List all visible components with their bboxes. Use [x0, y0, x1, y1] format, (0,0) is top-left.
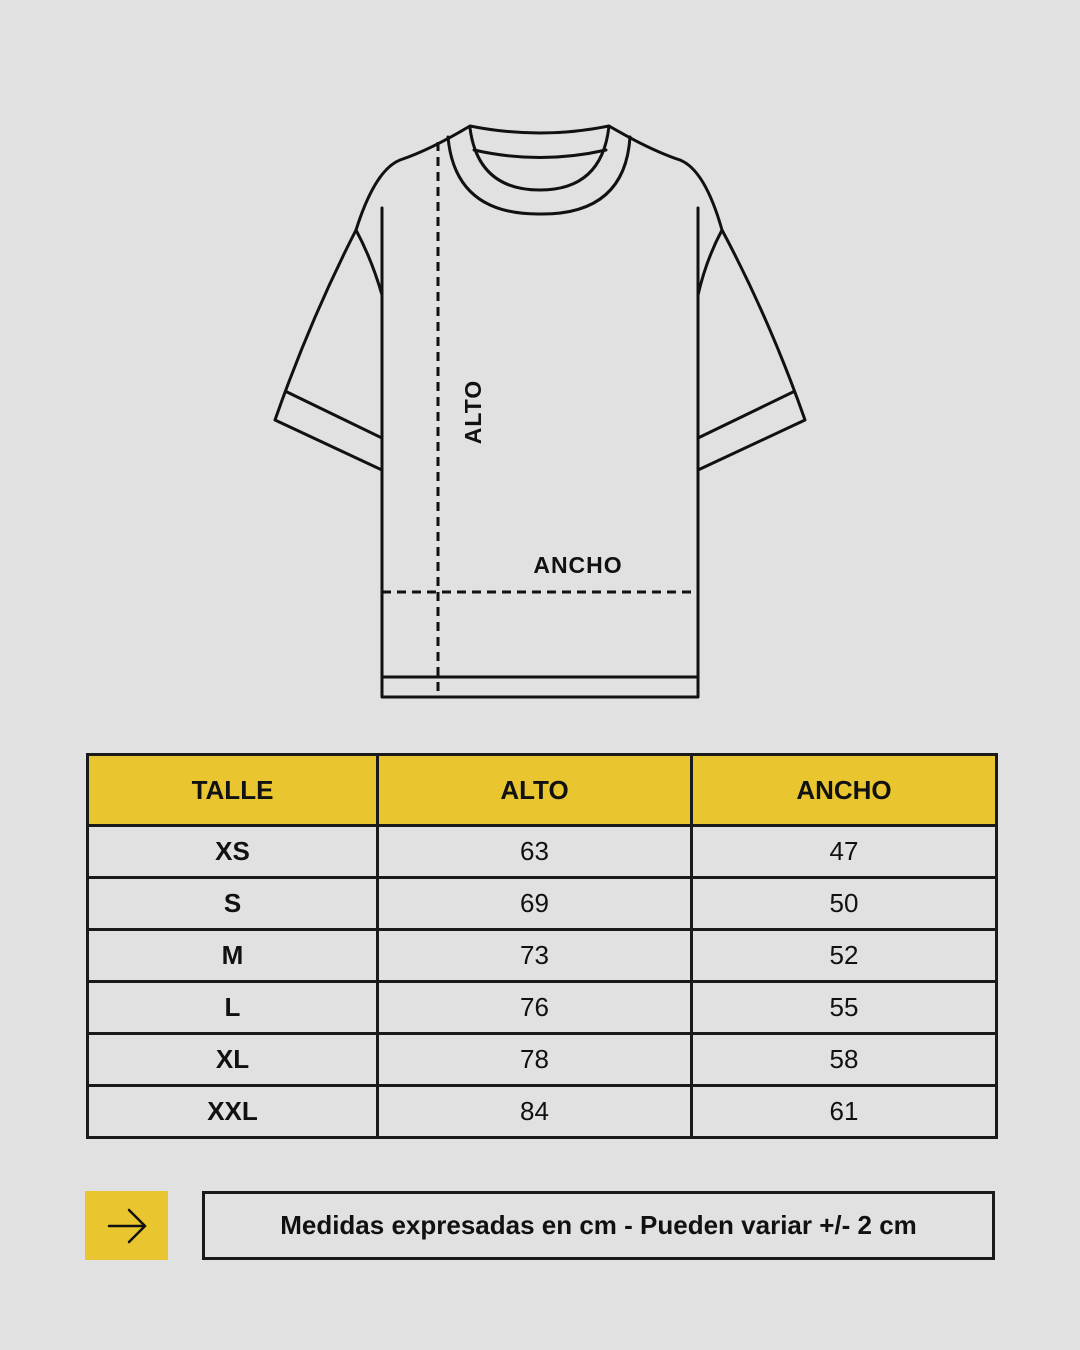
ancho-cell: 52 [692, 930, 997, 982]
ancho-cell: 58 [692, 1034, 997, 1086]
arrow-right-icon [105, 1206, 149, 1246]
size-cell: XL [88, 1034, 378, 1086]
alto-cell: 78 [378, 1034, 692, 1086]
alto-cell: 63 [378, 826, 692, 878]
table-row [88, 826, 997, 878]
ancho-cell: 61 [692, 1086, 997, 1138]
header-talle: TALLE [88, 755, 378, 826]
table-row [88, 930, 997, 982]
alto-cell: 84 [378, 1086, 692, 1138]
tshirt-outline [275, 126, 805, 697]
right-armhole [698, 230, 722, 295]
arrow-badge [85, 1191, 168, 1260]
size-cell: M [88, 930, 378, 982]
table-row [88, 1086, 997, 1138]
alto-cell: 73 [378, 930, 692, 982]
ancho-cell: 47 [692, 826, 997, 878]
size-cell: L [88, 982, 378, 1034]
left-armhole [356, 230, 382, 295]
ancho-cell: 50 [692, 878, 997, 930]
size-cell: S [88, 878, 378, 930]
note-text: Medidas expresadas en cm - Pueden variar +/- 2 cm [280, 1210, 917, 1240]
alto-label: ALTO [460, 379, 486, 445]
table-row [88, 1034, 997, 1086]
header-ancho: ANCHO [692, 755, 997, 826]
alto-cell: 69 [378, 878, 692, 930]
ancho-cell: 55 [692, 982, 997, 1034]
table-row [88, 878, 997, 930]
alto-cell: 76 [378, 982, 692, 1034]
size-cell: XXL [88, 1086, 378, 1138]
collar-band [474, 150, 606, 158]
measurement-note [202, 1191, 995, 1260]
ancho-label: ANCHO [533, 552, 623, 578]
table-row [88, 982, 997, 1034]
size-table [86, 753, 998, 1139]
header-alto: ALTO [378, 755, 692, 826]
size-cell: XS [88, 826, 378, 878]
table-header-row [88, 755, 997, 826]
